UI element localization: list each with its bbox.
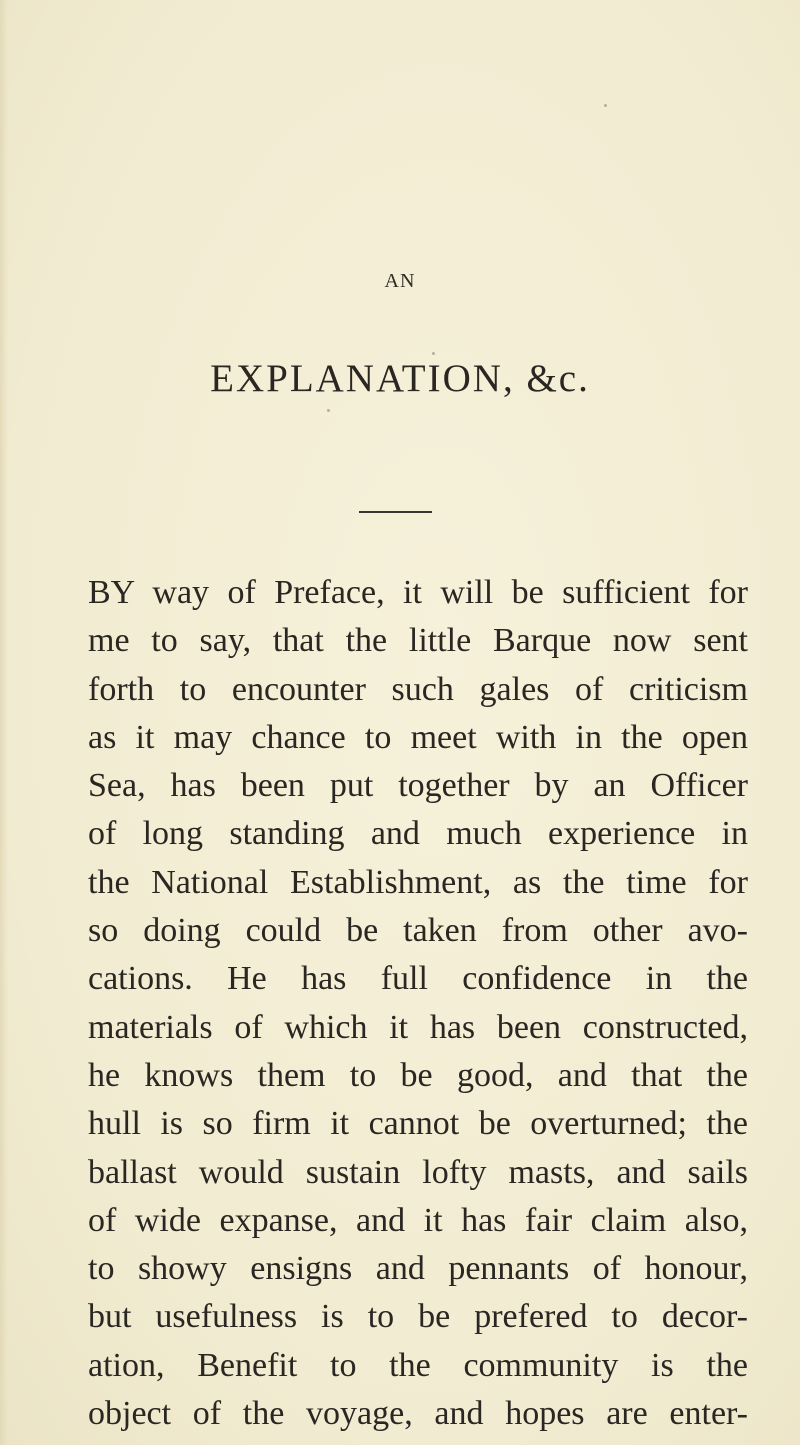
text-line: Sea, has been put together by an Officer xyxy=(88,767,748,805)
text-line: forth to encounter such gales of criticism xyxy=(88,670,748,708)
text-line: as it may chance to meet with in the open xyxy=(88,718,748,756)
page-title: EXPLANATION, &c. xyxy=(210,357,590,400)
text-line: but usefulness is to be prefered to decor- xyxy=(88,1298,748,1336)
text-line: hull is so firm it cannot be overturned; the xyxy=(88,1105,748,1143)
text-line: cations. He has full confidence in the xyxy=(88,960,748,998)
text-line: ation, Benefit to the community is the xyxy=(88,1346,748,1384)
text-line: me to say, that the little Barque now sent xyxy=(88,622,748,660)
heading-an: AN xyxy=(384,270,416,292)
text-line: ballast would sustain lofty masts, and sails xyxy=(88,1153,748,1191)
page-edge-shadow xyxy=(0,0,8,1445)
text-line: of long standing and much experience in xyxy=(88,815,748,853)
text-line: so doing could be taken from other avo- xyxy=(88,912,748,950)
paper-speck xyxy=(432,352,435,355)
paper-speck xyxy=(327,409,330,412)
text-line: BY way of Preface, it will be sufficient for xyxy=(88,574,748,611)
text-line: object of the voyage, and hopes are enter- xyxy=(88,1395,748,1433)
paper-speck xyxy=(604,104,607,107)
body-paragraph xyxy=(88,569,748,1438)
text-line: materials of which it has been constructed, xyxy=(88,1008,748,1046)
text-line: he knows them to be good, and that the xyxy=(88,1056,748,1094)
text-line: to showy ensigns and pennants of honour, xyxy=(88,1250,748,1288)
text-line: of wide expanse, and it has fair claim also, xyxy=(88,1201,748,1239)
text-line: the National Establishment, as the time for xyxy=(88,863,748,901)
section-divider xyxy=(359,511,432,513)
